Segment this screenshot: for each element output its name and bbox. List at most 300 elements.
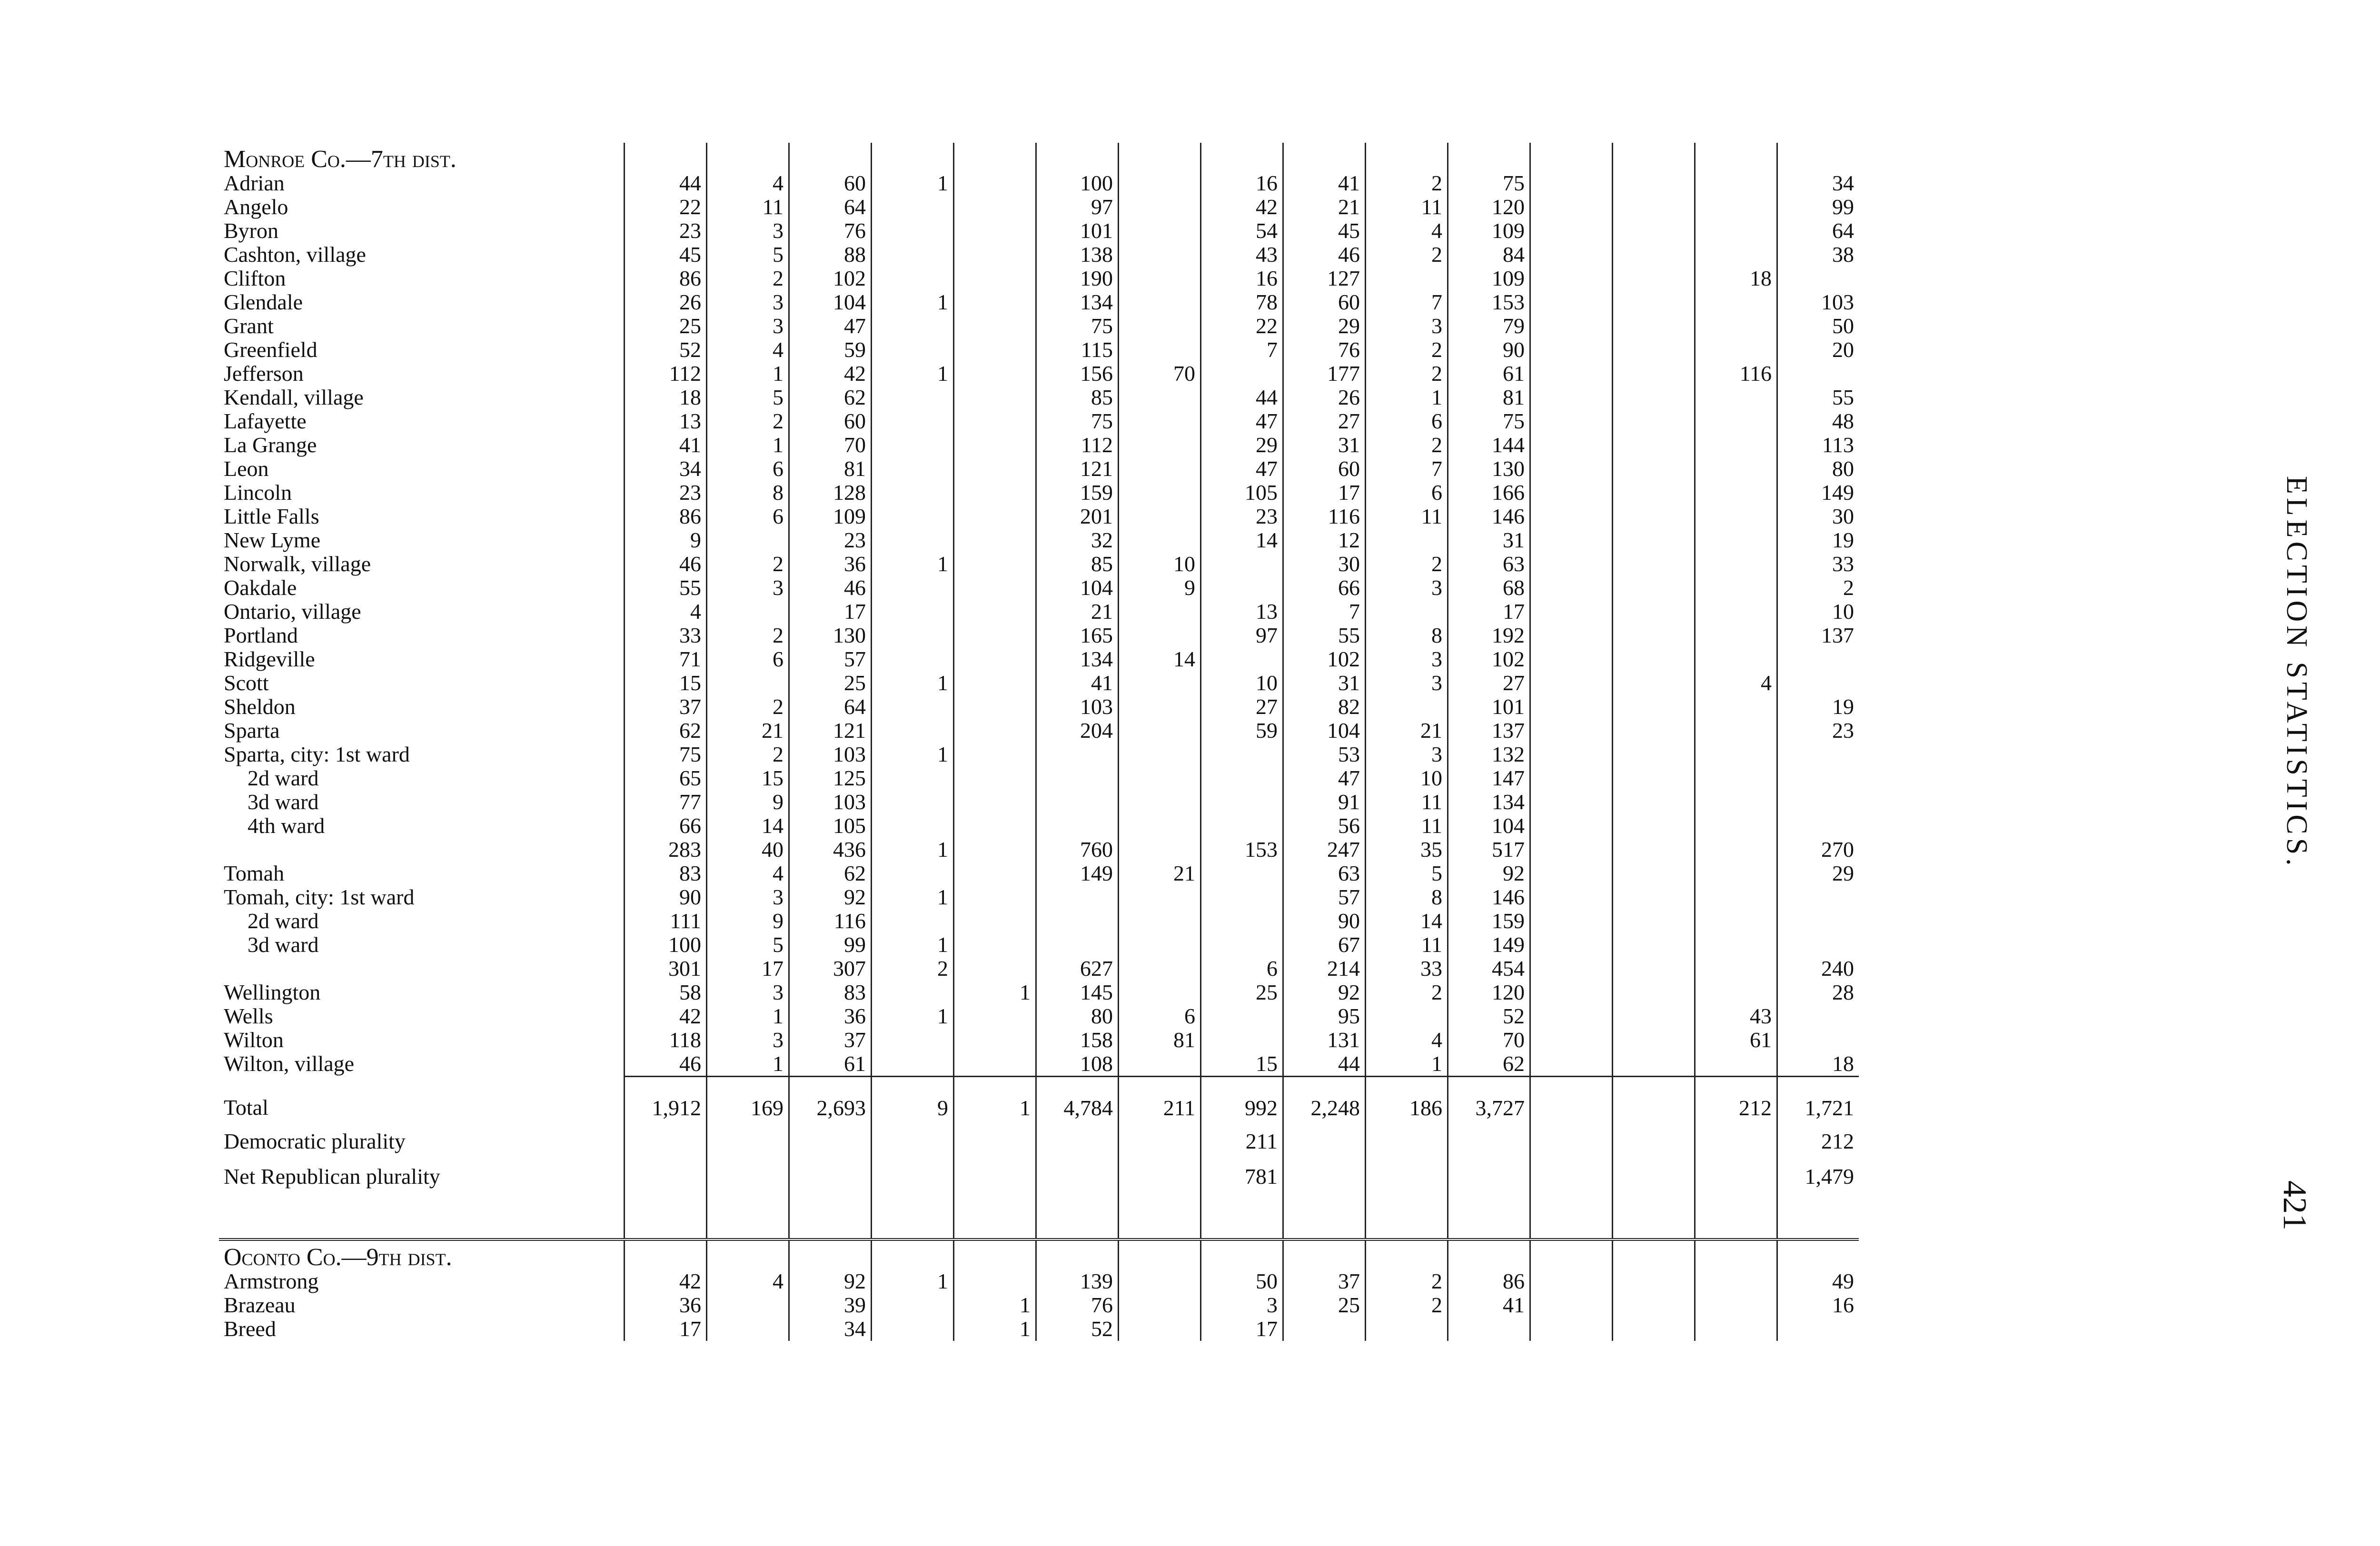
vote-cell: 307 xyxy=(789,957,872,981)
vote-cell xyxy=(1119,528,1201,552)
vote-cell: 14 xyxy=(1366,909,1448,933)
row-label: Democratic plurality xyxy=(224,1129,406,1153)
vote-cell: 44 xyxy=(1201,386,1283,409)
vote-cell: 18 xyxy=(625,386,707,409)
vote-cell: 76 xyxy=(1283,338,1366,362)
vote-cell xyxy=(954,433,1036,457)
vote-cell: 41 xyxy=(625,433,707,457)
vote-cell: 211 xyxy=(1201,1125,1283,1160)
vote-cell xyxy=(1613,290,1695,314)
vote-cell: 145 xyxy=(1036,981,1119,1004)
vote-cell: 3 xyxy=(1366,671,1448,695)
page-number: 421 xyxy=(2276,1180,2313,1230)
vote-cell: 1 xyxy=(1366,386,1448,409)
vote-cell: 127 xyxy=(1283,267,1366,290)
vote-cell: 57 xyxy=(1283,885,1366,909)
vote-cell xyxy=(872,1195,954,1239)
vote-cell xyxy=(1119,195,1201,219)
vote-cell: 37 xyxy=(1283,1269,1366,1293)
row-label: Sheldon xyxy=(224,694,296,719)
vote-cell: 186 xyxy=(1366,1077,1448,1125)
vote-cell xyxy=(1036,1160,1119,1195)
vote-cell xyxy=(1613,814,1695,838)
vote-cell: 33 xyxy=(1777,552,1859,576)
row-label xyxy=(219,957,625,981)
vote-cell xyxy=(1613,314,1695,338)
vote-cell: 32 xyxy=(1036,528,1119,552)
vote-cell xyxy=(1777,814,1859,838)
vote-cell xyxy=(1613,838,1695,862)
vote-cell: 16 xyxy=(1201,171,1283,195)
vote-cell xyxy=(954,1052,1036,1077)
vote-cell: 85 xyxy=(1036,552,1119,576)
vote-cell xyxy=(954,195,1036,219)
vote-cell xyxy=(1119,885,1201,909)
vote-cell xyxy=(1119,409,1201,433)
vote-cell xyxy=(1119,933,1201,957)
vote-cell xyxy=(954,766,1036,790)
vote-cell xyxy=(1036,790,1119,814)
vote-cell xyxy=(1613,1293,1695,1317)
vote-cell xyxy=(872,314,954,338)
vote-cell xyxy=(872,1239,954,1269)
vote-cell xyxy=(954,647,1036,671)
vote-cell xyxy=(1448,1239,1530,1269)
vote-cell: 3 xyxy=(707,314,789,338)
vote-cell: 92 xyxy=(1283,981,1366,1004)
vote-cell: 17 xyxy=(1448,600,1530,624)
vote-cell xyxy=(1695,338,1777,362)
vote-cell: 22 xyxy=(1201,314,1283,338)
vote-cell xyxy=(954,1028,1036,1052)
table-row xyxy=(219,576,1859,600)
vote-cell xyxy=(1036,1195,1119,1239)
vote-cell: 92 xyxy=(1448,862,1530,885)
vote-cell: 81 xyxy=(1448,386,1530,409)
vote-cell xyxy=(1119,171,1201,195)
vote-cell: 78 xyxy=(1201,290,1283,314)
vote-cell: 104 xyxy=(1283,719,1366,743)
vote-cell xyxy=(1613,171,1695,195)
table-row xyxy=(219,719,1859,743)
vote-cell: 1 xyxy=(872,885,954,909)
vote-cell: 153 xyxy=(1201,838,1283,862)
vote-cell: 2 xyxy=(1366,433,1448,457)
vote-cell: 11 xyxy=(707,195,789,219)
vote-cell xyxy=(1119,600,1201,624)
vote-cell xyxy=(1530,1239,1613,1269)
vote-cell xyxy=(954,219,1036,243)
vote-cell xyxy=(1613,1239,1695,1269)
vote-cell: 25 xyxy=(789,671,872,695)
vote-cell: 64 xyxy=(789,695,872,719)
vote-cell: 35 xyxy=(1366,838,1448,862)
table-row xyxy=(219,790,1859,814)
vote-cell xyxy=(1530,1077,1613,1125)
vote-cell xyxy=(1613,457,1695,481)
vote-cell: 15 xyxy=(1201,1052,1283,1077)
vote-cell xyxy=(1448,1317,1530,1341)
table-row xyxy=(219,1125,1859,1160)
vote-cell: 1 xyxy=(872,362,954,386)
vote-cell xyxy=(1777,143,1859,171)
vote-cell: 1 xyxy=(707,433,789,457)
vote-cell xyxy=(1530,338,1613,362)
vote-cell: 86 xyxy=(625,505,707,528)
row-label: Grant xyxy=(224,314,274,338)
row-label: 2d ward xyxy=(248,909,319,933)
vote-cell: 1 xyxy=(872,1004,954,1028)
vote-cell: 3 xyxy=(707,1028,789,1052)
vote-cell: 120 xyxy=(1448,195,1530,219)
vote-cell xyxy=(1695,885,1777,909)
vote-cell xyxy=(1119,1160,1201,1195)
vote-cell xyxy=(954,909,1036,933)
vote-cell xyxy=(872,528,954,552)
vote-cell: 92 xyxy=(789,1269,872,1293)
vote-cell: 62 xyxy=(1448,1052,1530,1077)
vote-cell: 75 xyxy=(625,743,707,766)
vote-cell: 11 xyxy=(1366,933,1448,957)
vote-cell xyxy=(789,1125,872,1160)
vote-cell xyxy=(954,743,1036,766)
vote-cell: 109 xyxy=(1448,267,1530,290)
vote-cell: 3 xyxy=(707,576,789,600)
vote-cell xyxy=(1366,600,1448,624)
vote-cell: 156 xyxy=(1036,362,1119,386)
vote-cell: 144 xyxy=(1448,433,1530,457)
vote-cell: 101 xyxy=(1448,695,1530,719)
vote-cell xyxy=(707,1239,789,1269)
vote-cell xyxy=(1119,433,1201,457)
table-row xyxy=(219,1077,1859,1125)
vote-cell xyxy=(1201,766,1283,790)
vote-cell xyxy=(625,1125,707,1160)
vote-cell xyxy=(1695,1293,1777,1317)
vote-cell: 992 xyxy=(1201,1077,1283,1125)
vote-cell xyxy=(954,243,1036,267)
vote-cell xyxy=(1201,552,1283,576)
vote-cell: 76 xyxy=(789,219,872,243)
vote-cell xyxy=(872,1052,954,1077)
vote-cell xyxy=(707,1317,789,1341)
vote-cell xyxy=(1777,671,1859,695)
vote-cell: 146 xyxy=(1448,505,1530,528)
vote-cell: 49 xyxy=(1777,1269,1859,1293)
vote-cell: 44 xyxy=(1283,1052,1366,1077)
vote-cell xyxy=(954,1160,1036,1195)
vote-cell xyxy=(954,409,1036,433)
vote-cell: 2 xyxy=(1777,576,1859,600)
vote-cell: 109 xyxy=(1448,219,1530,243)
vote-cell xyxy=(1119,766,1201,790)
vote-cell: 31 xyxy=(1283,433,1366,457)
vote-cell xyxy=(1613,600,1695,624)
row-label: Brazeau xyxy=(224,1293,296,1317)
vote-cell: 104 xyxy=(1448,814,1530,838)
vote-cell xyxy=(1695,552,1777,576)
vote-cell xyxy=(1530,386,1613,409)
table-row xyxy=(219,219,1859,243)
row-label: Greenfield xyxy=(224,337,317,362)
vote-cell: 79 xyxy=(1448,314,1530,338)
vote-cell: 1 xyxy=(872,933,954,957)
table-row xyxy=(219,1028,1859,1052)
vote-cell: 1 xyxy=(872,552,954,576)
table-row xyxy=(219,814,1859,838)
vote-cell: 25 xyxy=(1283,1293,1366,1317)
vote-cell: 454 xyxy=(1448,957,1530,981)
vote-cell: 50 xyxy=(1777,314,1859,338)
vote-cell: 436 xyxy=(789,838,872,862)
vote-cell xyxy=(1695,195,1777,219)
vote-cell xyxy=(1695,386,1777,409)
vote-cell xyxy=(1695,433,1777,457)
row-label: Monroe Co.—7th dist. xyxy=(224,146,456,173)
vote-cell xyxy=(1119,290,1201,314)
vote-cell: 15 xyxy=(625,671,707,695)
vote-cell: 204 xyxy=(1036,719,1119,743)
vote-cell xyxy=(789,1160,872,1195)
vote-cell: 6 xyxy=(1119,1004,1201,1028)
vote-cell: 25 xyxy=(625,314,707,338)
vote-cell: 10 xyxy=(1777,600,1859,624)
vote-cell: 80 xyxy=(1777,457,1859,481)
vote-cell: 3 xyxy=(1201,1293,1283,1317)
vote-cell: 25 xyxy=(1201,981,1283,1004)
vote-cell: 84 xyxy=(1448,243,1530,267)
vote-cell xyxy=(1201,862,1283,885)
vote-cell xyxy=(1695,143,1777,171)
vote-cell xyxy=(1283,1317,1366,1341)
vote-cell xyxy=(1613,433,1695,457)
vote-cell xyxy=(1530,933,1613,957)
row-label xyxy=(219,1195,625,1239)
vote-cell: 85 xyxy=(1036,386,1119,409)
vote-cell: 14 xyxy=(1119,647,1201,671)
vote-cell: 6 xyxy=(707,505,789,528)
vote-cell: 2 xyxy=(707,743,789,766)
vote-cell: 11 xyxy=(1366,505,1448,528)
election-table xyxy=(219,143,1859,1341)
vote-cell: 75 xyxy=(1448,171,1530,195)
vote-cell xyxy=(1530,219,1613,243)
vote-cell: 1 xyxy=(707,1004,789,1028)
vote-cell: 103 xyxy=(1777,290,1859,314)
vote-cell: 11 xyxy=(1366,195,1448,219)
vote-cell: 66 xyxy=(1283,576,1366,600)
vote-cell xyxy=(1613,267,1695,290)
row-label: Portland xyxy=(224,623,298,647)
row-label: Oconto Co.—9th dist. xyxy=(224,1244,452,1271)
vote-cell xyxy=(1036,814,1119,838)
vote-cell xyxy=(1201,814,1283,838)
vote-cell xyxy=(1530,1317,1613,1341)
vote-cell xyxy=(872,433,954,457)
vote-cell xyxy=(1530,957,1613,981)
vote-cell: 138 xyxy=(1036,243,1119,267)
vote-cell xyxy=(872,243,954,267)
row-label: Oakdale xyxy=(224,575,297,600)
row-label: Ontario, village xyxy=(224,599,361,624)
vote-cell xyxy=(1119,790,1201,814)
vote-cell: 41 xyxy=(1448,1293,1530,1317)
vote-cell xyxy=(625,143,707,171)
vote-cell xyxy=(1036,743,1119,766)
vote-cell: 137 xyxy=(1777,624,1859,647)
vote-cell: 97 xyxy=(1201,624,1283,647)
vote-cell: 19 xyxy=(1777,695,1859,719)
vote-cell: 61 xyxy=(1448,362,1530,386)
vote-cell: 116 xyxy=(1283,505,1366,528)
vote-cell xyxy=(1119,957,1201,981)
vote-cell xyxy=(1036,1125,1119,1160)
vote-cell: 75 xyxy=(1448,409,1530,433)
vote-cell xyxy=(1201,143,1283,171)
vote-cell: 82 xyxy=(1283,695,1366,719)
vote-cell xyxy=(1530,314,1613,338)
vote-cell xyxy=(1613,338,1695,362)
vote-cell: 14 xyxy=(1201,528,1283,552)
row-label: Angelo xyxy=(224,195,288,219)
vote-cell xyxy=(1530,243,1613,267)
vote-cell xyxy=(1695,766,1777,790)
vote-cell: 17 xyxy=(1283,481,1366,505)
vote-cell: 4 xyxy=(1695,671,1777,695)
vote-cell: 47 xyxy=(789,314,872,338)
vote-cell xyxy=(1530,552,1613,576)
vote-cell xyxy=(1119,1317,1201,1341)
vote-cell xyxy=(954,457,1036,481)
row-label: Clifton xyxy=(224,266,286,290)
vote-cell: 1,479 xyxy=(1777,1160,1859,1195)
vote-cell xyxy=(954,1125,1036,1160)
row-label: Adrian xyxy=(224,171,285,195)
vote-cell: 159 xyxy=(1036,481,1119,505)
vote-cell xyxy=(1613,505,1695,528)
vote-cell: 283 xyxy=(625,838,707,862)
vote-cell: 100 xyxy=(1036,171,1119,195)
vote-cell xyxy=(1695,695,1777,719)
vote-cell: 31 xyxy=(1283,671,1366,695)
vote-cell xyxy=(1613,909,1695,933)
row-label: Wells xyxy=(224,1004,273,1028)
vote-cell: 6 xyxy=(1201,957,1283,981)
vote-cell: 36 xyxy=(789,552,872,576)
vote-cell: 99 xyxy=(789,933,872,957)
vote-cell xyxy=(872,386,954,409)
vote-cell: 16 xyxy=(1201,267,1283,290)
vote-cell xyxy=(1695,171,1777,195)
vote-cell xyxy=(1366,143,1448,171)
vote-cell: 60 xyxy=(1283,457,1366,481)
vote-cell: 1 xyxy=(954,1317,1036,1341)
vote-cell: 75 xyxy=(1036,409,1119,433)
vote-cell: 2 xyxy=(707,552,789,576)
vote-cell xyxy=(1695,243,1777,267)
vote-cell xyxy=(1119,481,1201,505)
vote-cell xyxy=(1695,957,1777,981)
vote-cell: 134 xyxy=(1036,290,1119,314)
vote-cell: 62 xyxy=(789,862,872,885)
vote-cell xyxy=(1366,1125,1448,1160)
row-label xyxy=(219,838,625,862)
vote-cell xyxy=(1119,1052,1201,1077)
vote-cell: 55 xyxy=(1283,624,1366,647)
vote-cell xyxy=(872,1028,954,1052)
vote-cell xyxy=(789,143,872,171)
vote-cell: 301 xyxy=(625,957,707,981)
vote-cell: 192 xyxy=(1448,624,1530,647)
vote-cell: 6 xyxy=(707,457,789,481)
vote-cell xyxy=(872,267,954,290)
vote-cell: 43 xyxy=(1201,243,1283,267)
vote-cell: 2 xyxy=(872,957,954,981)
vote-cell xyxy=(707,1293,789,1317)
vote-cell: 66 xyxy=(625,814,707,838)
vote-cell xyxy=(1613,195,1695,219)
vote-cell: 57 xyxy=(789,647,872,671)
vote-cell: 71 xyxy=(625,647,707,671)
vote-cell: 101 xyxy=(1036,219,1119,243)
vote-cell xyxy=(1530,409,1613,433)
vote-cell xyxy=(954,505,1036,528)
vote-cell: 121 xyxy=(1036,457,1119,481)
vote-cell xyxy=(872,862,954,885)
vote-cell: 212 xyxy=(1777,1125,1859,1160)
row-label: La Grange xyxy=(224,433,317,457)
vote-cell: 1 xyxy=(872,290,954,314)
vote-cell xyxy=(1530,267,1613,290)
vote-cell xyxy=(954,576,1036,600)
vote-cell xyxy=(1613,1195,1695,1239)
vote-cell: 37 xyxy=(625,695,707,719)
table-row xyxy=(219,171,1859,195)
vote-cell: 2 xyxy=(1366,171,1448,195)
vote-cell: 113 xyxy=(1777,433,1859,457)
vote-cell: 47 xyxy=(1201,409,1283,433)
vote-cell: 77 xyxy=(625,790,707,814)
vote-cell: 1 xyxy=(872,171,954,195)
vote-cell: 2 xyxy=(1366,338,1448,362)
vote-cell: 2 xyxy=(1366,243,1448,267)
vote-cell: 61 xyxy=(1695,1028,1777,1052)
vote-cell: 95 xyxy=(1283,1004,1366,1028)
table-row xyxy=(219,957,1859,981)
vote-cell xyxy=(1777,1195,1859,1239)
table-row xyxy=(219,1269,1859,1293)
vote-cell xyxy=(1613,552,1695,576)
row-label: Byron xyxy=(224,218,278,243)
table-row xyxy=(219,409,1859,433)
vote-cell: 6 xyxy=(707,647,789,671)
vote-cell: 12 xyxy=(1283,528,1366,552)
vote-cell: 5 xyxy=(1366,862,1448,885)
vote-cell: 37 xyxy=(789,1028,872,1052)
vote-cell xyxy=(872,457,954,481)
vote-cell: 134 xyxy=(1036,647,1119,671)
vote-cell xyxy=(1366,528,1448,552)
table-row xyxy=(219,1239,1859,1269)
vote-cell: 23 xyxy=(1777,719,1859,743)
vote-cell: 62 xyxy=(789,386,872,409)
vote-cell: 42 xyxy=(789,362,872,386)
vote-cell: 16 xyxy=(1777,1293,1859,1317)
vote-cell xyxy=(1201,362,1283,386)
vote-cell: 59 xyxy=(789,338,872,362)
vote-cell xyxy=(954,552,1036,576)
vote-cell: 53 xyxy=(1283,743,1366,766)
